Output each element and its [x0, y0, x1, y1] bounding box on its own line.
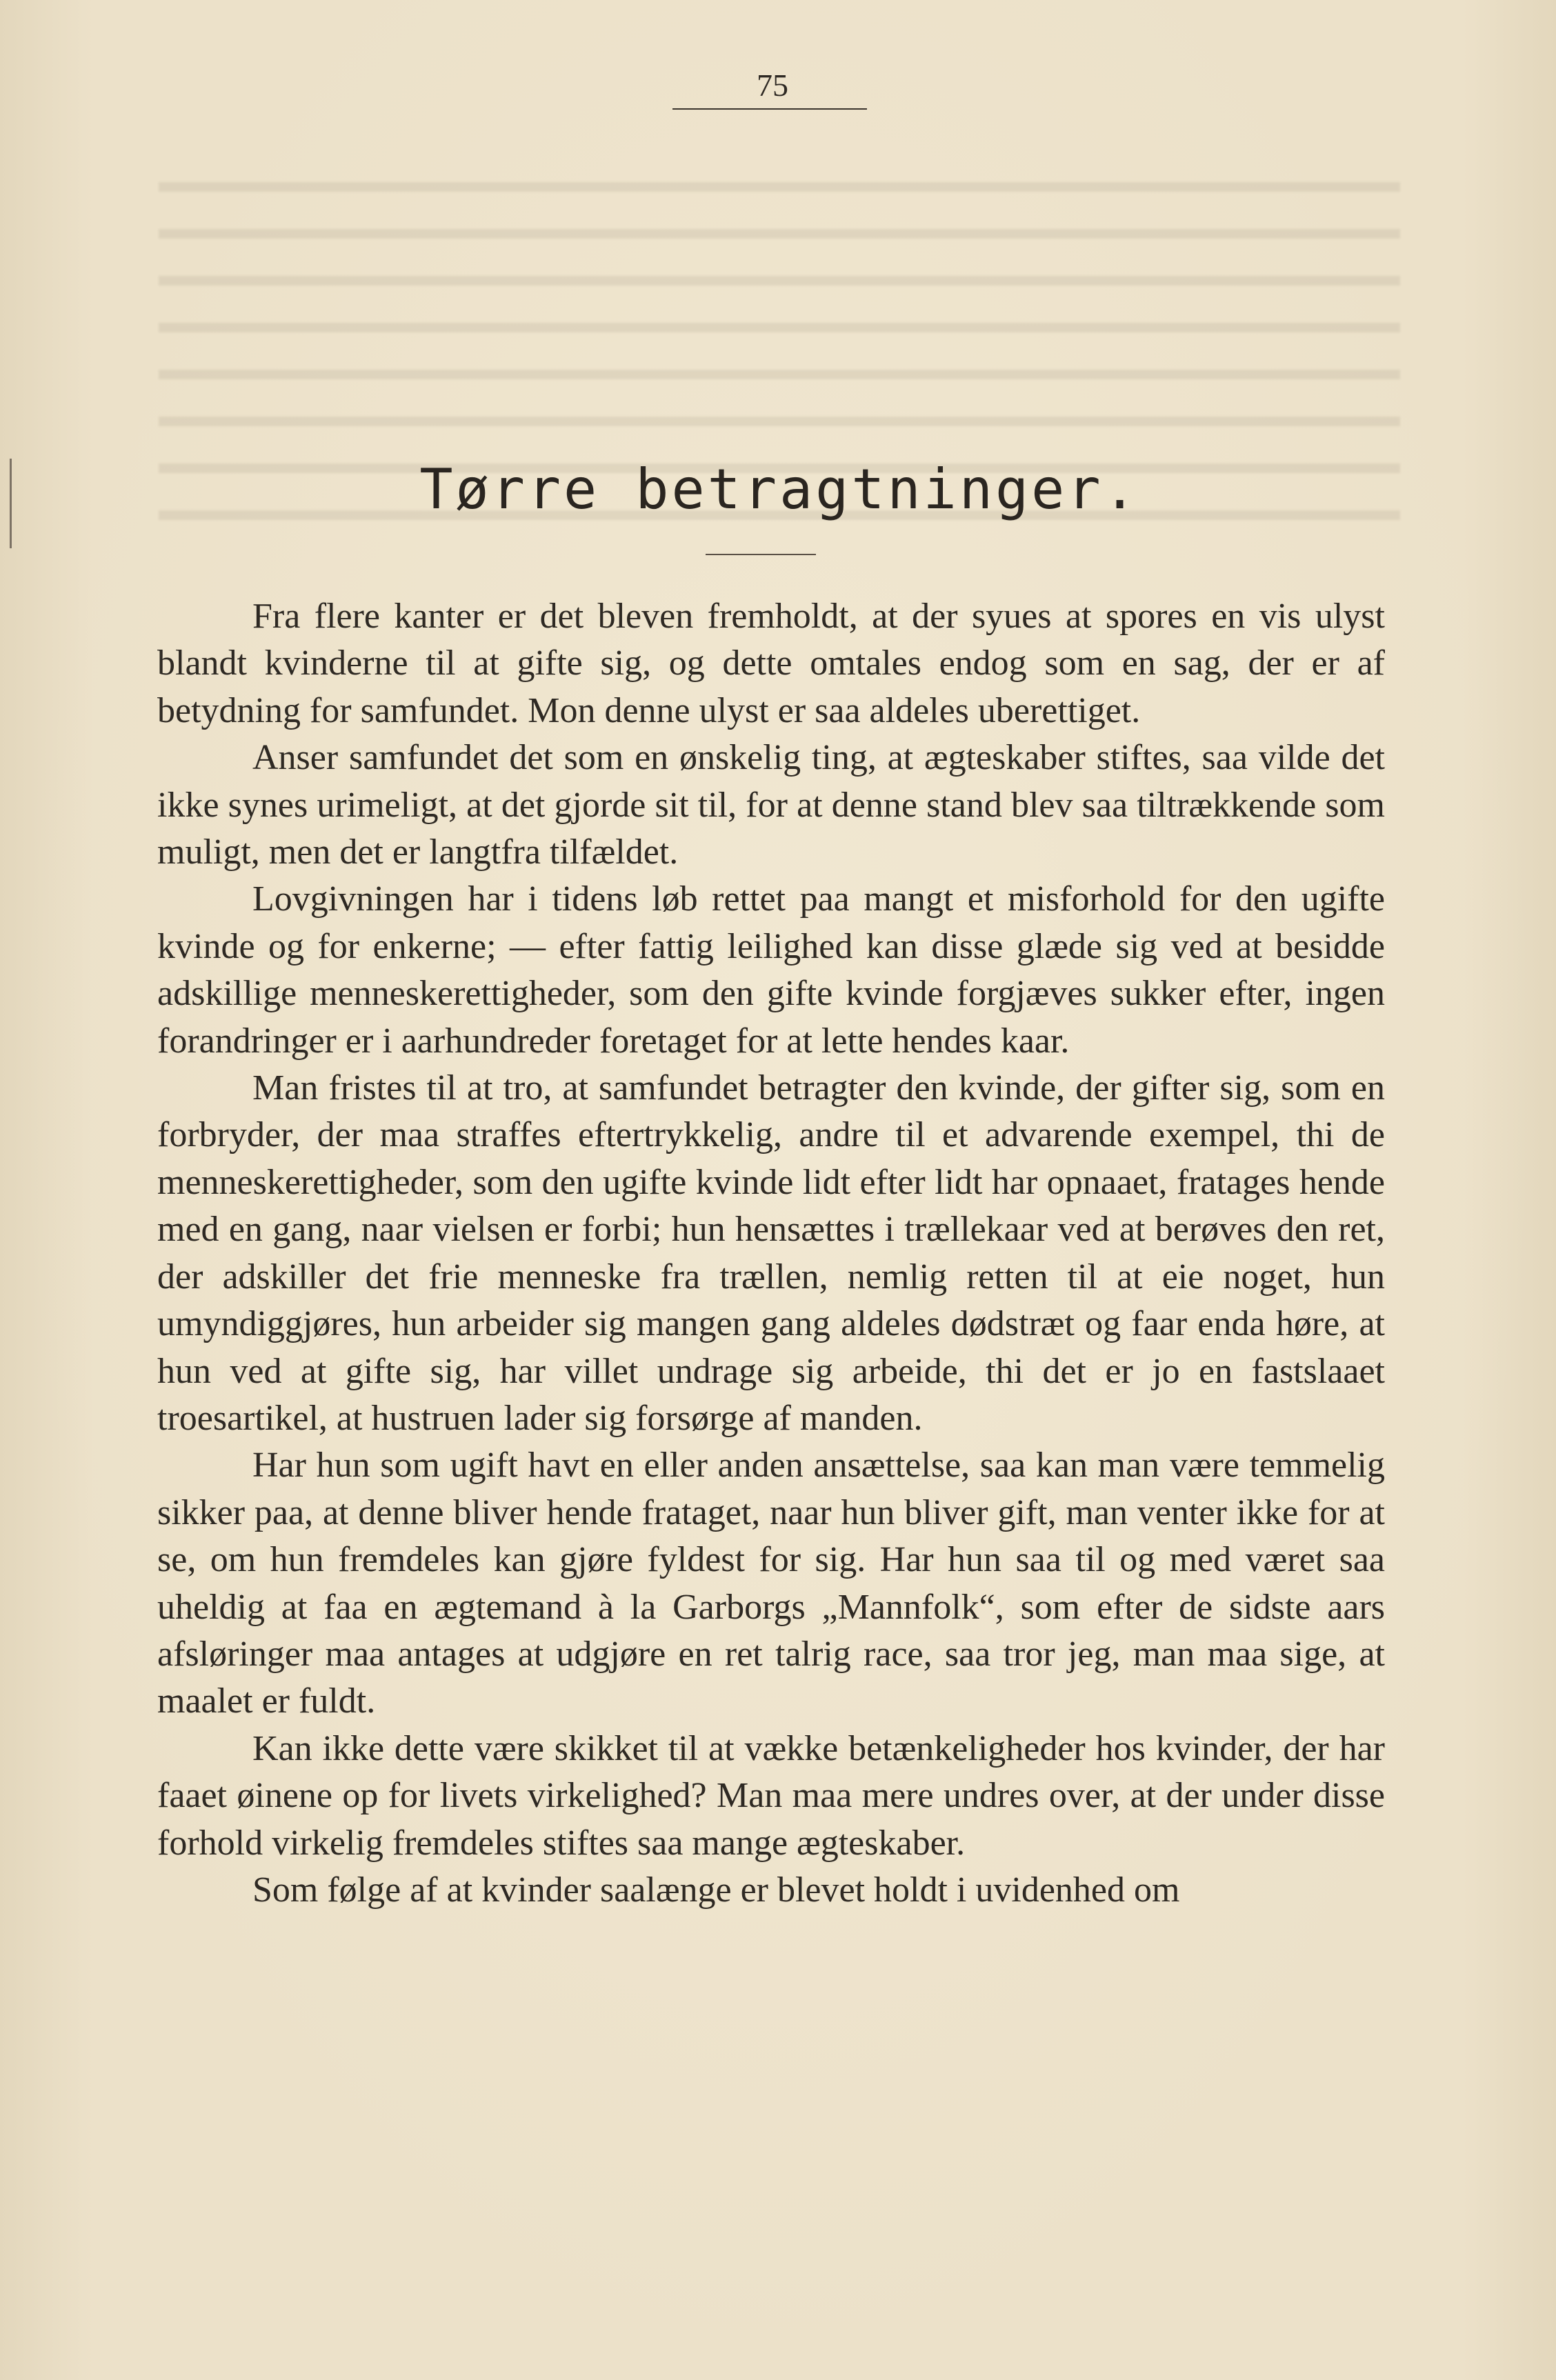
article-body	[157, 593, 1385, 1914]
paragraph: Man fristes til at tro, at samfundet betragter den kvinde, der gifter sig, som en forbryder, der maa straffes eftertrykkelig, andre til et advarende exempel, thi de menneskerettigheder, som den ugifte kvinde lidt efter lidt har opnaaet, fratages hende med en gang, naar vielsen er forbi; hun hensættes i trællekaar ved at berøves den ret, der adskiller det frie menneske fra trællen, nemlig retten til at eie noget, hun umyndiggjøres, hun arbeider sig mangen gang aldeles dødstræt og faar enda høre, at hun ved at gifte sig, har villet undrage sig arbeide, thi det er jo en fastslaaet troesartikel, at hustruen lader sig forsørge af manden.	[157, 1068, 1385, 1438]
paragraph: Kan ikke dette være skikket til at vække betænkeligheder hos kvinder, der har faaet øinene op for livets virkelighed? Man maa mere undres over, at der under disse forhold virkelig fremdeles stiftes saa mange ægteskaber.	[157, 1728, 1385, 1863]
page-number-rule	[672, 108, 867, 110]
paragraph: Som følge af at kvinder saalænge er blevet holdt i uvidenhed om	[252, 1870, 1180, 1910]
paragraph: Fra flere kanter er det bleven fremholdt, at der syues at spores en vis ulyst blandt kvinderne til at gifte sig, og dette omtales endog som en sag, der er af betydning for samfundet. Mon denne ulyst er saa aldeles uberettiget.	[157, 597, 1385, 730]
paragraph: Lovgivningen har i tidens løb rettet paa mangt et misforhold for den ugifte kvinde og for enkerne; — efter fattig leilighed kan disse glæde sig ved at besidde adskillige menneskerettigheder, som den gifte kvinde forgjæves sukker efter, ingen forandringer er i aarhundreder foretaget for at lette hendes kaar.	[157, 879, 1385, 1061]
article-title: Tørre betragtninger.	[419, 457, 1139, 521]
title-rule	[706, 554, 816, 555]
page-number: 75	[757, 68, 788, 103]
page-edge-mark	[10, 459, 12, 548]
paragraph: Har hun som ugift havt en eller anden ansættelse, saa kan man være temmelig sikker paa, at denne bliver hende frataget, naar hun bliver gift, man venter ikke for at se, om hun fremdeles kan gjøre fyldest for sig. Har hun saa til og med været saa uheldig at faa en ægtemand à la Garborgs „Mannfolk“, som efter de sidste aars afsløringer maa antages at udgjøre en ret talrig race, saa tror jeg, man maa sige, at maalet er fuldt.	[157, 1446, 1385, 1721]
paragraph: Anser samfundet det som en ønskelig ting, at ægteskaber stiftes, saa vilde det ikke synes urimeligt, at det gjorde sit til, for at denne stand blev saa tiltrækkende som muligt, men det er langtfra tilfældet.	[157, 738, 1385, 872]
